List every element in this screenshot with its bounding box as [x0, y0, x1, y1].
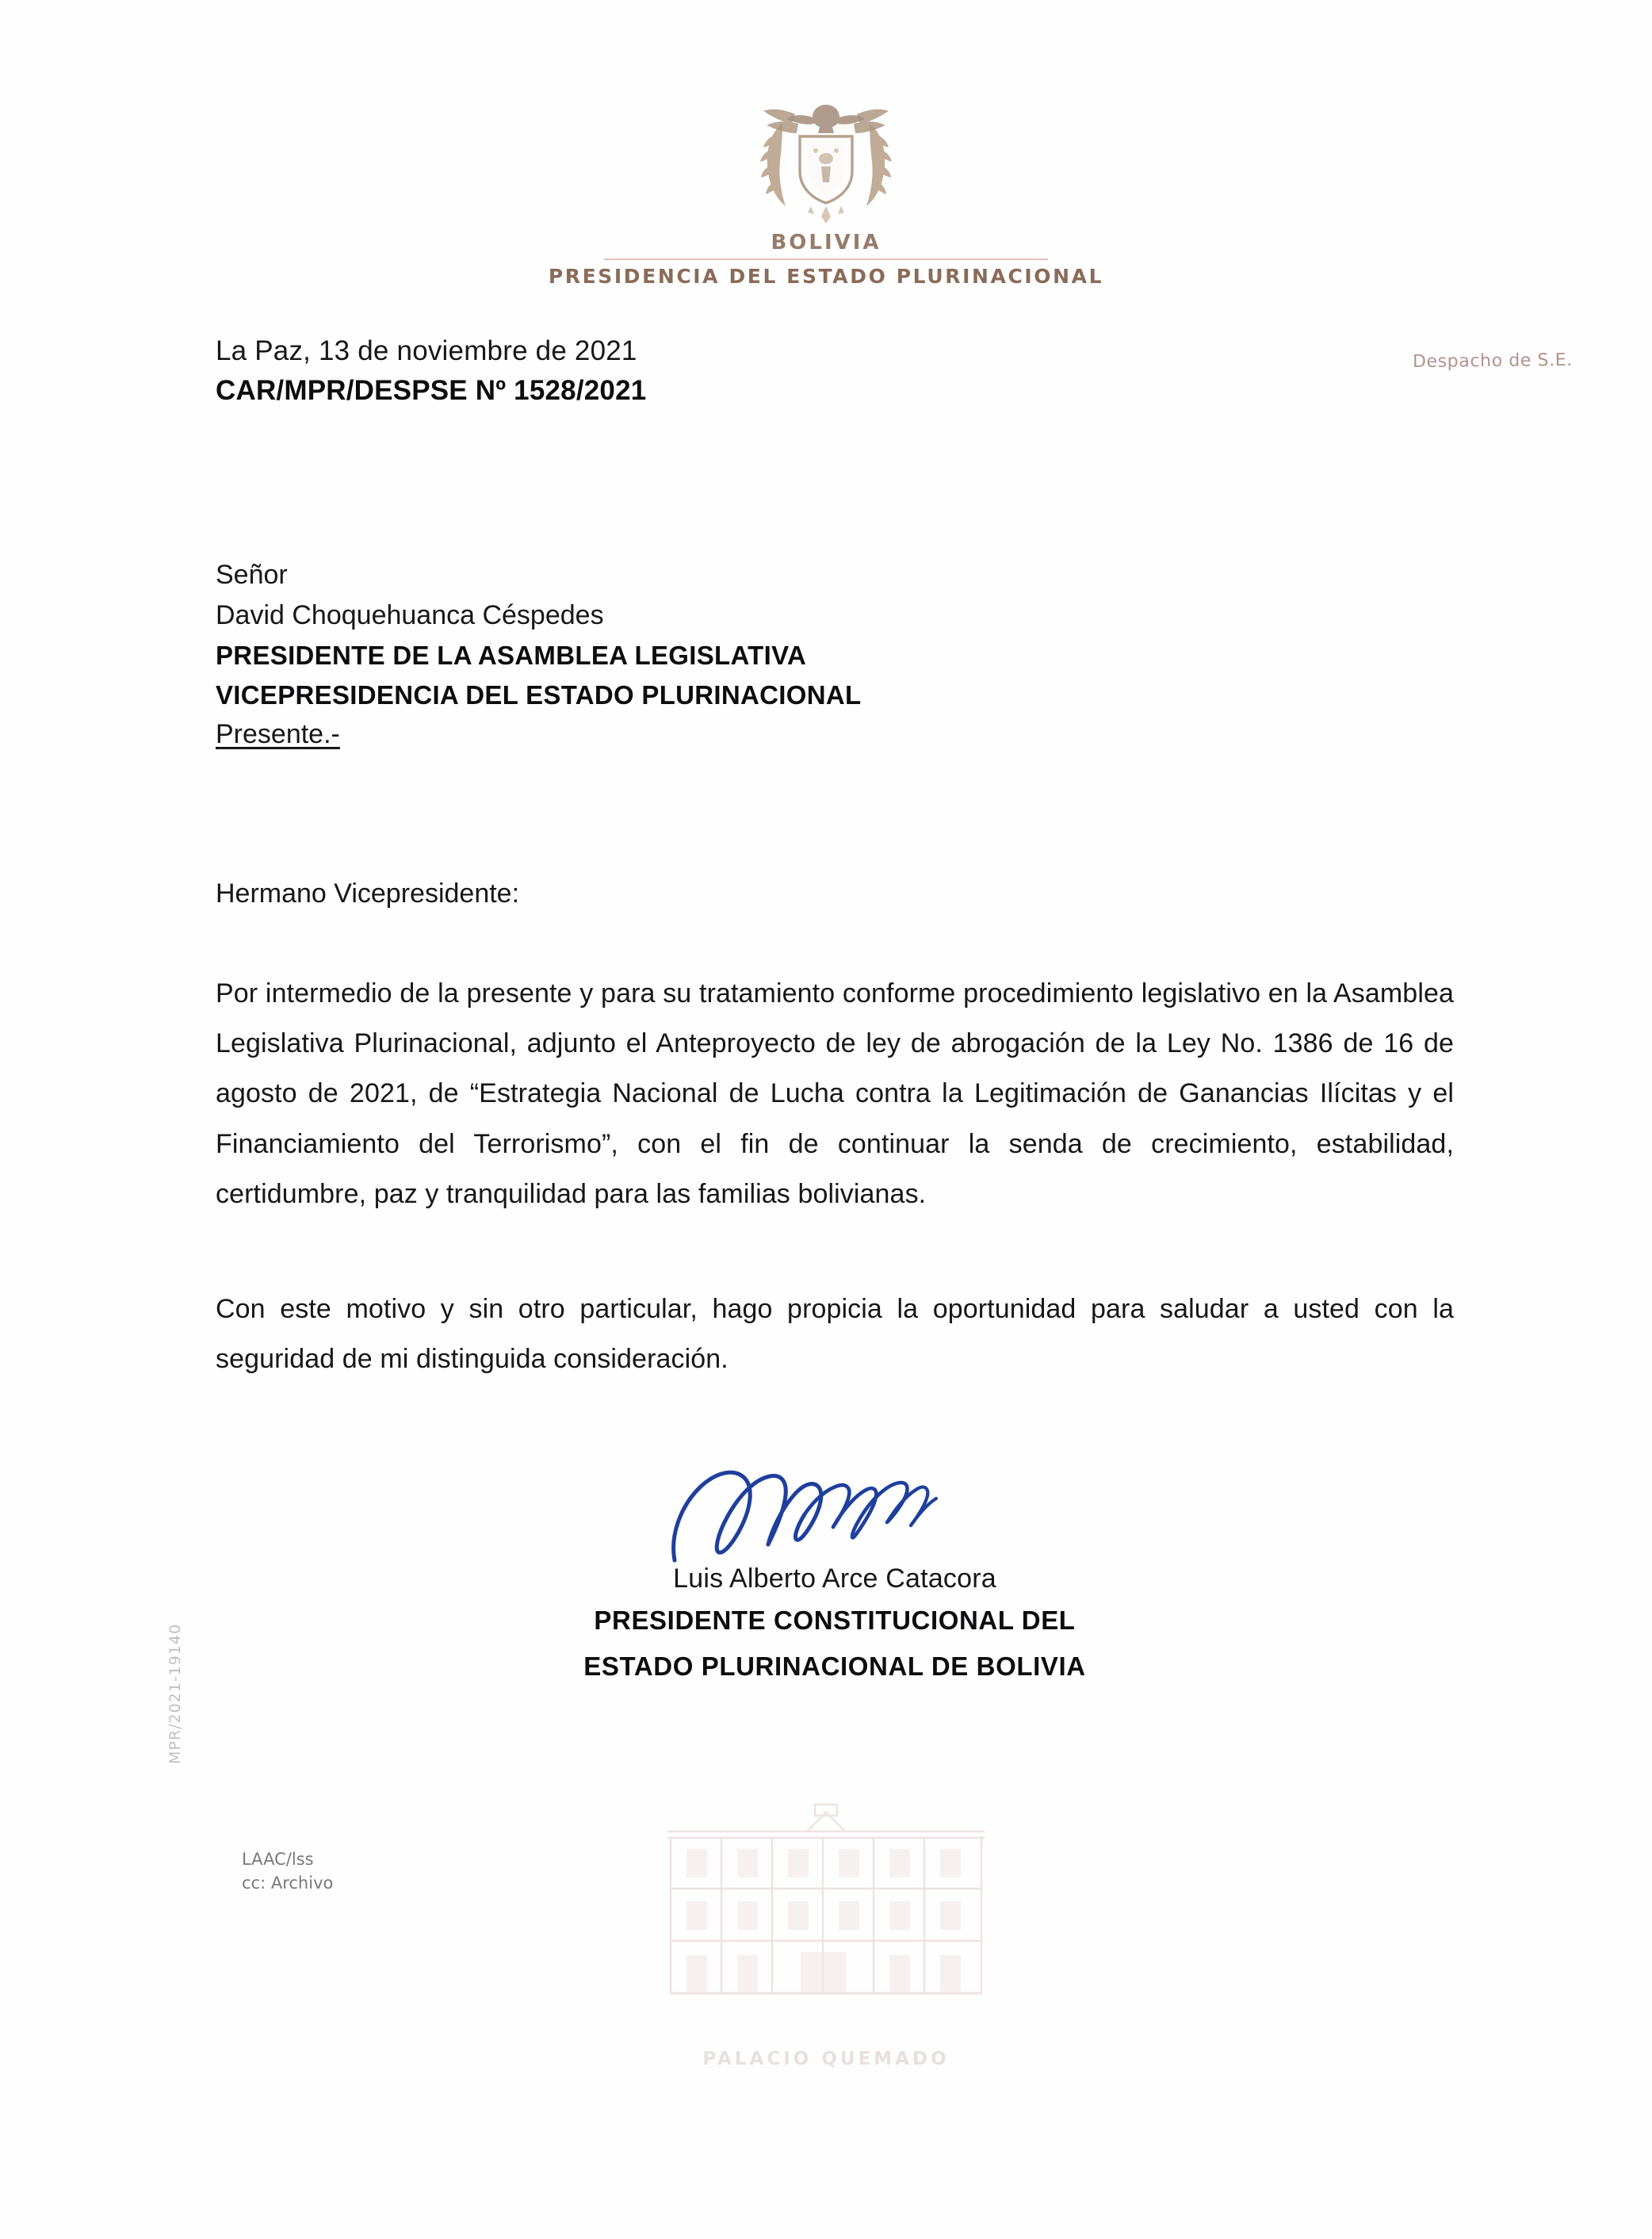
- addressee-present-wrap: [216, 714, 1454, 755]
- bolivia-coat-of-arms-icon: [735, 87, 917, 226]
- vertical-archive-code: MPR/2021-19140: [166, 1623, 184, 1764]
- body-greeting: Hermano Vicepresidente:: [216, 878, 520, 909]
- body-paragraph-1: Por intermedio de la presente y para su tratamiento conforme procedimiento legislativo en la Asamblea Legislativa Plurinacional, adjunto el Anteproyecto de ley de abrogación de la Ley No. 1386 de 16 de agosto de 2021, de “Estrategia Nacional de Lucha contra la Legitimación de Ganancias Ilícitas y el Financiamiento del Terrorismo”, con el fin de continuar la senda de crecimiento, estabilidad, certidumbre, paz y tranquilidad para las familias bolivianas.: [216, 978, 1454, 1209]
- handwritten-signature-icon: [652, 1459, 1017, 1578]
- date-reference-block: [216, 333, 1454, 409]
- signatory-title-line-1: PRESIDENTE CONSTITUCIONAL DEL: [594, 1606, 1076, 1635]
- letterhead-country: BOLIVIA: [771, 231, 881, 255]
- signature-block: [216, 1459, 1454, 1686]
- place-and-date: La Paz, 13 de noviembre de 2021: [216, 335, 637, 366]
- addressee-name: David Choquehuanca Céspedes: [216, 600, 604, 630]
- palacio-quemado-building-icon: [660, 1800, 992, 2038]
- addressee-present: Presente.-: [216, 719, 340, 749]
- addressee-block: [216, 555, 1454, 755]
- addressee-salutation: Señor: [216, 560, 288, 590]
- palacio-quemado-watermark: [660, 1800, 992, 2069]
- addressee-title-line-2: VICEPRESIDENCIA DEL ESTADO PLURINACIONAL: [216, 679, 862, 710]
- footer-initials: LAAC/lss: [242, 1850, 314, 1869]
- signatory-title-line-2: ESTADO PLURINACIONAL DE BOLIVIA: [583, 1652, 1086, 1682]
- signatory-name: Luis Alberto Arce Catacora: [673, 1563, 996, 1594]
- despacho-stamp: Despacho de S.E.: [1413, 350, 1574, 373]
- addressee-title-line-1: PRESIDENTE DE LA ASAMBLEA LEGISLATIVA: [216, 641, 807, 670]
- footer-notes: [242, 1847, 333, 1896]
- letterhead-divider: [604, 258, 1048, 260]
- watermark-caption: PALACIO QUEMADO: [702, 2049, 950, 2069]
- body-paragraph-2: Con este motivo y sin otro particular, hago propicia la oportunidad para saludar a usted con la seguridad de mi distinguida consideración.: [216, 1294, 1454, 1375]
- footer-copy-to: cc: Archivo: [242, 1873, 334, 1893]
- letterhead-organization: PRESIDENCIA DEL ESTADO PLURINACIONAL: [548, 265, 1104, 288]
- letterhead: [0, 87, 1652, 288]
- reference-number: CAR/MPR/DESPSE Nº 1528/2021: [216, 375, 647, 407]
